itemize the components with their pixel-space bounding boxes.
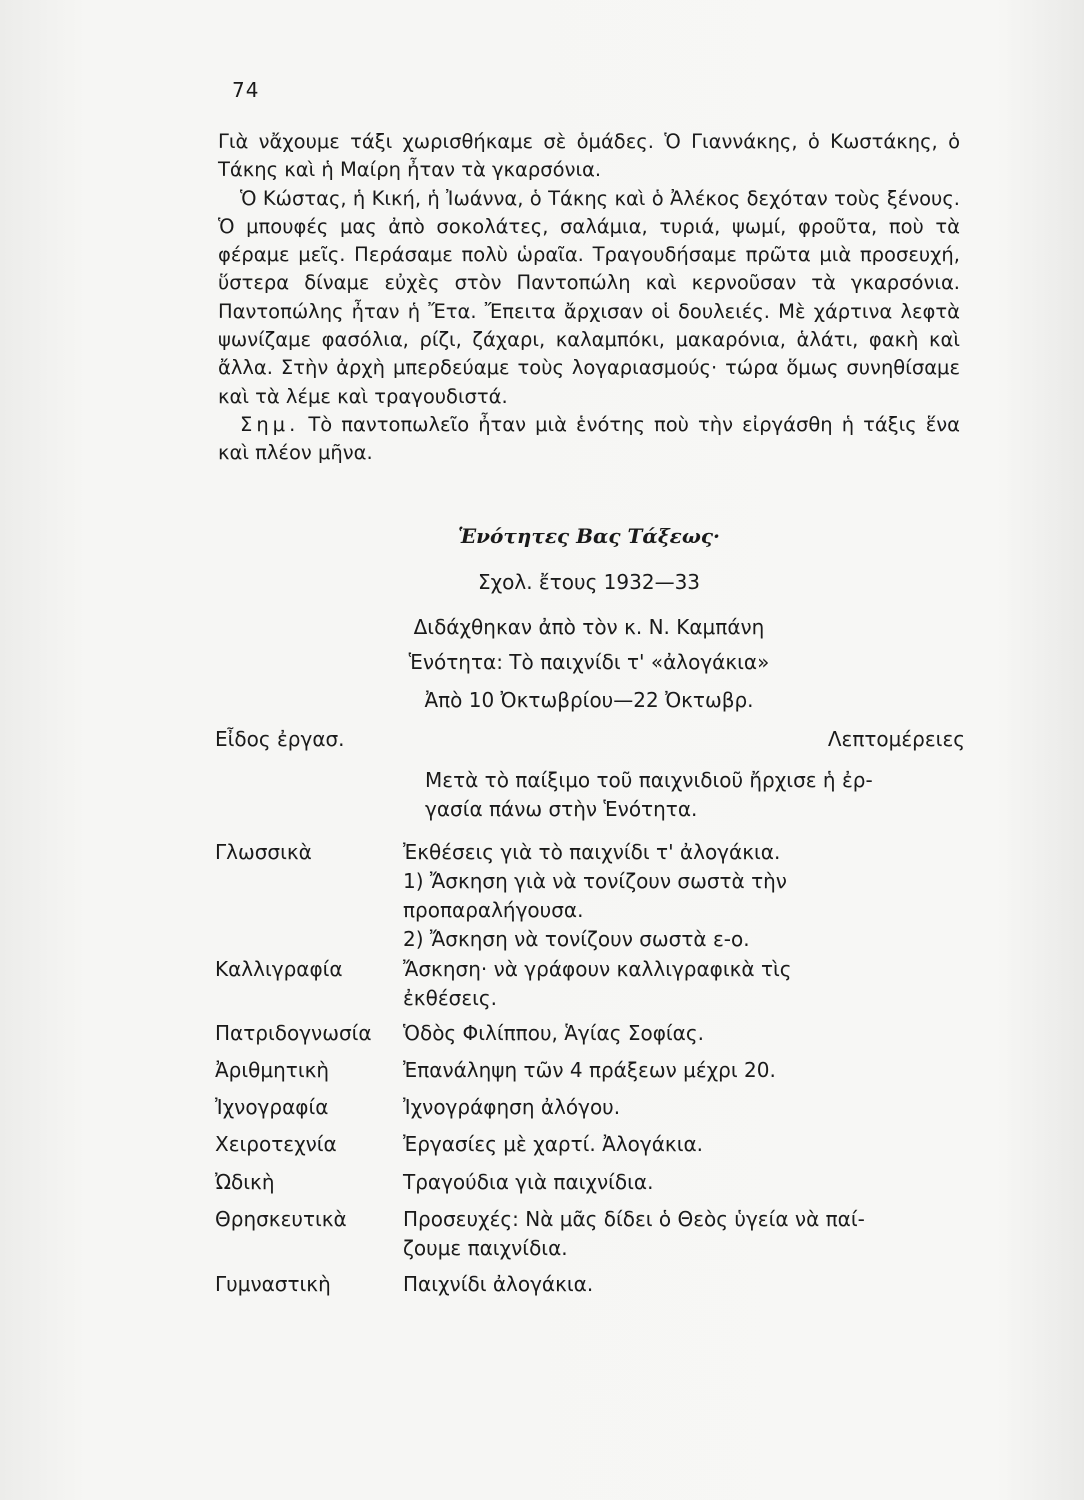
- detail-line: Ἄσκηση· νὰ γράφουν καλλιγραφικὰ τὶς: [403, 957, 792, 981]
- details: [403, 1019, 923, 1048]
- subject: Ὠδικὴ: [215, 1170, 275, 1194]
- detail-line: προπαραλήγουσα.: [403, 898, 584, 922]
- details: [403, 955, 923, 1013]
- subject: Καλλιγραφία: [215, 957, 343, 981]
- page-number: 74: [232, 78, 260, 102]
- note-text: Τὸ παντοπωλεῖο ἦταν μιὰ ἑνότης ποὺ τὴν εἰργάσθη ἡ τάξις ἕνα καὶ πλέον μῆνα.: [218, 412, 961, 465]
- detail-line: Ἐργασίες μὲ χαρτί. Ἀλογάκια.: [403, 1132, 703, 1156]
- details: [403, 1205, 923, 1263]
- subject: Γυμναστικὴ: [215, 1272, 331, 1296]
- taught-by: Διδάχθηκαν ἀπὸ τὸν κ. Ν. Καμπάνη: [413, 615, 765, 639]
- intro-details: [425, 766, 945, 824]
- details: [403, 838, 923, 954]
- subject: Χειροτεχνία: [215, 1132, 337, 1156]
- details: [403, 1130, 923, 1159]
- paragraph-1: Γιὰ νἄχουμε τάξι χωρισθήκαμε σὲ ὁμάδες. Ὁ Γιαννάκης, ὁ Κωστάκης, ὁ Τάκης καὶ ἡ Μαίρη ἦταν τὰ γκαρσόνια.: [218, 130, 960, 182]
- detail-line: 1) Ἄσκηση γιὰ νὰ τονίζουν σωστὰ τὴν: [403, 869, 787, 893]
- subject: Θρησκευτικὰ: [215, 1207, 347, 1231]
- header-work-type: Εἶδος ἐργασ.: [215, 727, 345, 751]
- header-details: Λεπτομέρειες: [827, 727, 965, 751]
- subject: Πατριδογνωσία: [215, 1021, 372, 1045]
- detail-line: Τραγούδια γιὰ παιχνίδια.: [403, 1170, 654, 1194]
- detail-line: Ὁδὸς Φιλίππου, Ἁγίας Σοφίας.: [403, 1021, 704, 1045]
- section-heading: Ἑνότητες Βας Τάξεως·: [457, 524, 721, 548]
- unit-title: Ἑνότητα: Τὸ παιχνίδι τ' «ἀλογάκια»: [408, 650, 770, 674]
- detail-line: ἐκθέσεις.: [403, 986, 497, 1010]
- detail-line: Ἰχνογράφηση ἀλόγου.: [403, 1095, 621, 1119]
- detail-line: 2) Ἄσκηση νὰ τονίζουν σωστὰ ε-ο.: [403, 927, 750, 951]
- detail-line: Προσευχές: Νὰ μᾶς δίδει ὁ Θεὸς ὑγεία νὰ παί-: [403, 1207, 865, 1231]
- detail-line: Ἐπανάληψη τῶν 4 πράξεων μέχρι 20.: [403, 1058, 776, 1082]
- detail-line: γασία πάνω στὴν Ἑνότητα.: [425, 797, 698, 821]
- unit-dates: Ἀπὸ 10 Ὀκτωβρίου—22 Ὀκτωβρ.: [424, 688, 754, 712]
- detail-line: ζουμε παιχνίδια.: [403, 1236, 568, 1260]
- note-label: Σημ.: [240, 412, 300, 436]
- subject: Ἀριθμητικὴ: [215, 1058, 330, 1082]
- details: [403, 1168, 923, 1197]
- details: [403, 1056, 923, 1085]
- detail-line: Ἐκθέσεις γιὰ τὸ παιχνίδι τ' ἀλογάκια.: [403, 840, 781, 864]
- details: [403, 1093, 923, 1122]
- detail-line: Παιχνίδι ἀλογάκια.: [403, 1272, 594, 1296]
- body-text: [218, 128, 960, 468]
- subject: Γλωσσικὰ: [215, 840, 312, 864]
- subject: Ἰχνογραφία: [215, 1095, 329, 1119]
- note-paragraph: [218, 411, 960, 468]
- detail-line: Μετὰ τὸ παίξιμο τοῦ παιχνιδιοῦ ἤρχισε ἡ ἐρ-: [425, 768, 873, 792]
- school-year: Σχολ. ἔτους 1932—33: [477, 570, 701, 594]
- details: [403, 1270, 923, 1299]
- paragraph-2: Ὁ Κώστας, ἡ Κική, ἡ Ἰωάννα, ὁ Τάκης καὶ ὁ Ἀλέκος δεχόταν τοὺς ξένους. Ὁ μπουφές μας ἀπὸ σοκολάτες, σαλάμια, τυριά, ψωμί, φροῦτα, ποὺ τὰ φέραμε μεῖς. Περάσαμε πολὺ ὡραῖα. Τραγουδήσαμε πρῶτα μιὰ προσευχή, ὕστερα δίναμε εὐχὲς στὸν Παντοπώλη καὶ κερνοῦσαν τὰ γκαρσόνια. Παντοπώλης ἦταν ἡ Ἔτα. Ἔπειτα ἄρχισαν οἱ δουλειές. Μὲ χάρτινα λεφτὰ ψωνίζαμε φασόλια, ρίζι, ζάχαρι, καλαμπόκι, μακαρόνια, ἁλάτι, φακὴ καὶ ἄλλα. Στὴν ἀρχὴ μπερδεύαμε τοὺς λογαριασμούς· τώρα ὅμως συνηθίσαμε καὶ τὰ λέμε καὶ τραγουδιστά.: [218, 186, 960, 408]
